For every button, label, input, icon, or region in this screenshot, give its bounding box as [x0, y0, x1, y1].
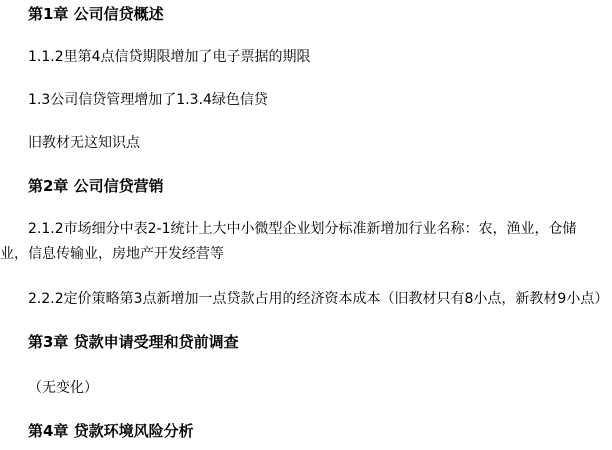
chapter3-heading: 第3章 贷款申请受理和贷前调查 [28, 333, 239, 351]
note-section-1-3: 1.3公司信贷管理增加了1.3.4绿色信贷 [28, 92, 268, 108]
note-no-change: （无变化） [28, 380, 98, 396]
chapter2-heading: 第2章 公司信贷营销 [28, 177, 164, 195]
note-old-material: 旧教材无这知识点 [28, 135, 140, 151]
note-section-1-1-2: 1.1.2里第4点信贷期限增加了电子票据的期限 [28, 49, 311, 65]
chapter4-heading: 第4章 贷款环境风险分析 [28, 422, 194, 440]
note-section-2-1-2: 2.1.2市场细分中表2-1统计上大中小微型企业划分标准新增加行业名称：农，渔业，仓储业，信息传输业，房地产开发经营等 [0, 221, 577, 262]
chapter1-heading: 第1章 公司信贷概述 [28, 5, 164, 23]
note-section-2-2-2: 2.2.2定价策略第3点新增加一点贷款占用的经济资本成本（旧教材只有8小点，新教材9小点） [28, 291, 609, 307]
